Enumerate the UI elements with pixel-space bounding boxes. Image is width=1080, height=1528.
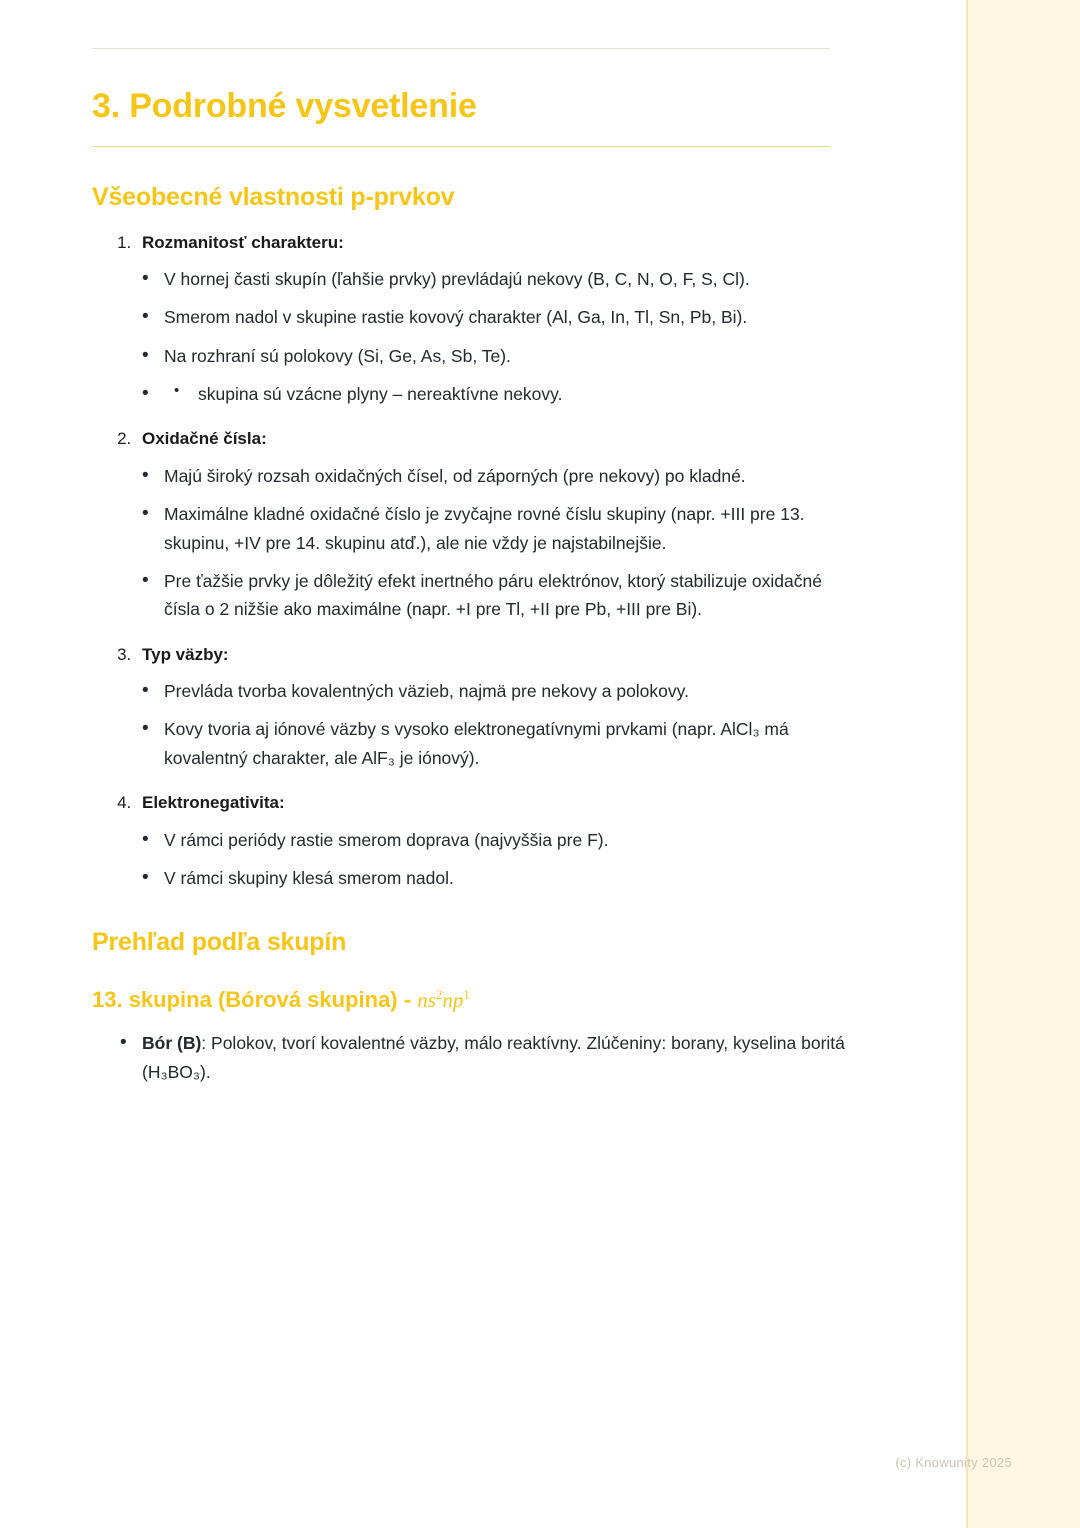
list-item: • Smerom nadol v skupine rastie kovový charakter (Al, Ga, In, Tl, Sn, Pb, Bi). bbox=[138, 303, 852, 331]
list-item: • Majú široký rozsah oxidačných čísel, od záporných (pre nekovy) po kladné. bbox=[138, 462, 852, 490]
numbered-list-item-1 bbox=[92, 230, 852, 256]
list-item bbox=[136, 426, 852, 452]
list-item-nested: • skupina sú vzácne plyny – nereaktívne nekovy. • bbox=[138, 380, 852, 408]
list-item bbox=[116, 1029, 852, 1086]
orbital-sup-2: 1 bbox=[463, 987, 470, 1003]
list-item bbox=[136, 790, 852, 816]
section-title: Všeobecné vlastnosti p-prvkov bbox=[92, 182, 455, 211]
orbital-base-2: np bbox=[442, 988, 464, 1013]
bullet-list-3 bbox=[92, 677, 852, 772]
right-margin-band bbox=[968, 0, 1080, 1528]
orbital-base-1: ns bbox=[417, 988, 436, 1013]
list-item-label: Typ väzby: bbox=[142, 644, 229, 664]
title-divider bbox=[92, 146, 830, 147]
list-item-label: Elektronegativita: bbox=[142, 793, 285, 813]
list-item: • Na rozhraní sú polokovy (Si, Ge, As, Sb, Te). bbox=[138, 342, 852, 370]
list-item: • V rámci skupiny klesá smerom nadol. bbox=[138, 864, 852, 892]
group-heading bbox=[92, 987, 852, 1013]
element-name: Bór (B) bbox=[142, 1033, 202, 1054]
list-item: • V rámci periódy rastie smerom doprava (najvyššia pre F). bbox=[138, 826, 852, 854]
numbered-list-item-2 bbox=[92, 426, 852, 452]
list-item-label: Rozmanitosť charakteru: bbox=[142, 232, 344, 252]
list-item: • Kovy tvoria aj iónové väzby s vysoko elektronegatívnymi prvkami (napr. AlCl₃ má kovalentný charakter, ale AlF₃ je iónový). bbox=[138, 715, 852, 772]
group-heading-text: 13. skupina (Bórová skupina) - bbox=[92, 987, 418, 1013]
orbital-sup-1: 2 bbox=[435, 987, 443, 1003]
group-entry-list bbox=[92, 1029, 852, 1086]
list-item: • Prevláda tvorba kovalentných väzieb, najmä pre nekovy a polokovy. bbox=[138, 677, 852, 705]
list-item: • V hornej časti skupín (ľahšie prvky) prevládajú nekovy (B, C, N, O, F, S, Cl). bbox=[138, 265, 852, 293]
list-item-label: Oxidačné čísla: bbox=[142, 429, 267, 449]
left-margin bbox=[0, 0, 62, 1528]
top-divider bbox=[92, 48, 830, 49]
numbered-list-item-4 bbox=[92, 790, 852, 816]
right-margin-rule bbox=[966, 0, 968, 1528]
watermark: (c) Knowunity 2025 bbox=[895, 1455, 1012, 1470]
list-item bbox=[136, 230, 852, 256]
numbered-list-item-3 bbox=[92, 642, 852, 668]
list-item bbox=[136, 642, 852, 668]
document-content bbox=[92, 0, 852, 1096]
bullet-list-2 bbox=[92, 462, 852, 624]
bullet-list-4 bbox=[92, 826, 852, 893]
element-description: : Polokov, tvorí kovalentné väzby, málo reaktívny. Zlúčeniny: borany, kyselina boritá (H₃BO₃). bbox=[142, 1033, 845, 1082]
page-title: 3. Podrobné vysvetlenie bbox=[92, 87, 477, 125]
list-item: • Maximálne kladné oxidačné číslo je zvyčajne rovné číslu skupiny (napr. +III pre 13. skupinu, +IV pre 14. skupinu atď.), ale nie vždy je najstabilnejšie. bbox=[138, 500, 852, 557]
bullet-list-1 bbox=[92, 265, 852, 408]
orbital-notation bbox=[417, 988, 470, 1012]
overview-title: Prehľad podľa skupín bbox=[92, 928, 347, 957]
list-item: • Pre ťažšie prvky je dôležitý efekt inertného páru elektrónov, ktorý stabilizuje oxidačné čísla o 2 nižšie ako maximálne (napr. +I pre Tl, +II pre Pb, +III pre Bi). bbox=[138, 567, 852, 624]
